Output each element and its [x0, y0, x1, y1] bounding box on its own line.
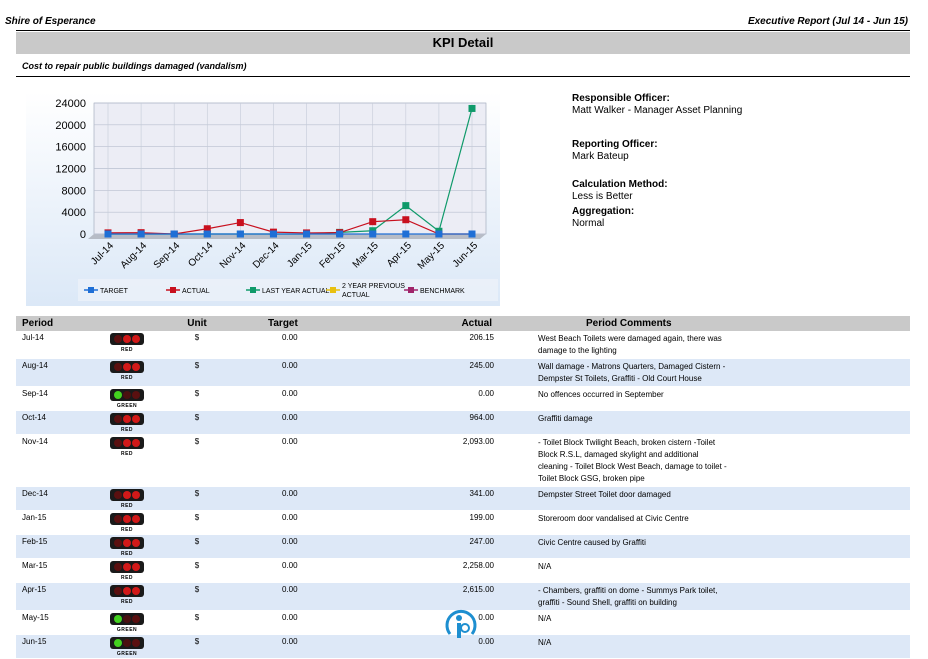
status-label: GREEN: [116, 651, 138, 657]
row-unit: $: [162, 411, 232, 435]
row-target: 0.00: [232, 435, 361, 487]
col-status: [92, 316, 162, 331]
row-comment: - Chambers, graffiti on dome - Summys Park toilet, graffiti - Sound Shell, graffiti on building: [534, 583, 910, 611]
row-actual: 2,093.00: [361, 435, 534, 487]
x-tick-label: Oct-14: [186, 240, 216, 270]
status-label: GREEN: [116, 403, 138, 409]
report-title: Executive Report (Jul 14 - Jun 15): [747, 16, 908, 27]
table-row: [16, 331, 910, 359]
legend-label: 2 YEAR PREVIOUS: [342, 283, 405, 290]
col-period: Period: [16, 316, 92, 331]
data-point: [237, 231, 244, 238]
row-period: Dec-14: [16, 487, 92, 511]
legend-label: TARGET: [100, 288, 128, 295]
status-label: RED: [120, 427, 134, 433]
row-comment: - Toilet Block Twilight Beach, broken cistern -Toilet Block R.S.L, damaged skylight and additional cleaning - Toilet Block West Beach, damage to toilet - Toilet Block GSG, broken pipe: [534, 435, 910, 487]
row-unit: $: [162, 559, 232, 583]
traffic-light-icon: [110, 489, 144, 501]
legend-label: LAST YEAR ACTUAL: [262, 288, 330, 295]
legend-swatch: [170, 287, 176, 293]
row-comment: Civic Centre caused by Graffiti: [534, 535, 910, 559]
x-tick-label: Jul-14: [89, 240, 117, 268]
aggregation-value: Normal: [572, 218, 605, 229]
col-comments: Period Comments: [534, 316, 910, 331]
row-target: 0.00: [232, 583, 361, 611]
table-row: [16, 583, 910, 611]
row-actual: 0.00: [361, 387, 534, 411]
kpi-title: Cost to repair public buildings damaged (vandalism): [22, 61, 247, 71]
row-actual: 206.15: [361, 331, 534, 359]
row-actual: 2,258.00: [361, 559, 534, 583]
row-unit: $: [162, 635, 232, 659]
status-indicator: [92, 359, 162, 387]
data-point: [336, 231, 343, 238]
row-period: Mar-15: [16, 559, 92, 583]
status-indicator: [92, 331, 162, 359]
status-label: RED: [120, 347, 134, 353]
status-indicator: [92, 487, 162, 511]
table-row: [16, 359, 910, 387]
status-label: RED: [120, 375, 134, 381]
traffic-light-icon: [110, 537, 144, 549]
y-tick-label: 12000: [55, 163, 86, 176]
row-target: 0.00: [232, 331, 361, 359]
y-tick-label: 8000: [61, 185, 86, 198]
data-point: [105, 231, 112, 238]
x-tick-label: Sep-14: [151, 240, 183, 271]
row-comment: Dempster Street Toilet door damaged: [534, 487, 910, 511]
table-row: [16, 535, 910, 559]
company-logo-icon: [442, 608, 480, 640]
row-period: Jan-15: [16, 511, 92, 535]
traffic-light-icon: [110, 389, 144, 401]
row-unit: $: [162, 583, 232, 611]
status-indicator: [92, 535, 162, 559]
row-period: Jun-15: [16, 635, 92, 659]
row-actual: 247.00: [361, 535, 534, 559]
x-tick-label: Jun-15: [450, 240, 481, 270]
y-tick-label: 16000: [55, 141, 86, 154]
row-period: Sep-14: [16, 387, 92, 411]
data-point: [270, 231, 277, 238]
legend-swatch: [408, 287, 414, 293]
row-comment: West Beach Toilets were damaged again, there was damage to the lighting: [534, 331, 910, 359]
row-target: 0.00: [232, 611, 361, 635]
row-comment: Wall damage - Matrons Quarters, Damaged Cistern - Dempster St Toilets, Graffiti - Old Court House: [534, 359, 910, 387]
row-unit: $: [162, 359, 232, 387]
calculation-method-label: Calculation Method:: [572, 179, 668, 190]
row-target: 0.00: [232, 387, 361, 411]
row-unit: $: [162, 535, 232, 559]
traffic-light-icon: [110, 437, 144, 449]
y-tick-label: 4000: [61, 207, 86, 220]
row-unit: $: [162, 511, 232, 535]
traffic-light-icon: [110, 585, 144, 597]
row-actual: 0.00: [361, 635, 534, 659]
status-indicator: [92, 583, 162, 611]
row-target: 0.00: [232, 487, 361, 511]
row-period: Apr-15: [16, 583, 92, 611]
data-point: [435, 231, 442, 238]
row-target: 0.00: [232, 411, 361, 435]
x-tick-label: May-15: [415, 240, 448, 272]
row-actual: 199.00: [361, 511, 534, 535]
data-point: [303, 231, 310, 238]
y-tick-label: 20000: [55, 119, 86, 132]
kpi-info-panel: [572, 93, 742, 230]
y-tick-label: 24000: [55, 98, 86, 110]
table-row: [16, 559, 910, 583]
aggregation-label: Aggregation:: [572, 206, 635, 217]
row-target: 0.00: [232, 635, 361, 659]
row-period: Nov-14: [16, 435, 92, 487]
table-row: [16, 487, 910, 511]
col-target: Target: [232, 316, 361, 331]
data-point: [369, 231, 376, 238]
x-tick-label: Aug-14: [118, 240, 150, 271]
row-period: Jul-14: [16, 331, 92, 359]
data-point: [402, 216, 409, 223]
data-point: [138, 231, 145, 238]
y-tick-label: 0: [79, 229, 86, 241]
status-indicator: [92, 611, 162, 635]
x-tick-label: Apr-15: [384, 240, 414, 270]
row-actual: 0.00: [361, 611, 534, 635]
status-indicator: [92, 511, 162, 535]
col-actual: Actual: [361, 316, 534, 331]
row-target: 0.00: [232, 535, 361, 559]
status-indicator: [92, 559, 162, 583]
responsible-officer-value: Matt Walker - Manager Asset Planning: [572, 105, 743, 116]
row-comment: N/A: [534, 611, 910, 635]
row-actual: 245.00: [361, 359, 534, 387]
status-indicator: [92, 435, 162, 487]
data-point: [171, 231, 178, 238]
row-actual: 2,615.00: [361, 583, 534, 611]
x-tick-label: Dec-14: [250, 240, 282, 271]
organisation-name: Shire of Esperance: [5, 16, 96, 27]
legend-label: ACTUAL: [342, 292, 370, 299]
status-label: RED: [120, 599, 134, 605]
status-label: RED: [120, 451, 134, 457]
table-row: [16, 411, 910, 435]
responsible-officer-label: Responsible Officer:: [572, 93, 670, 104]
row-actual: 341.00: [361, 487, 534, 511]
reporting-officer-label: Reporting Officer:: [572, 139, 658, 150]
row-comment: Graffiti damage: [534, 411, 910, 435]
plot-floor: [88, 234, 486, 239]
status-label: RED: [120, 503, 134, 509]
row-target: 0.00: [232, 359, 361, 387]
data-point: [369, 218, 376, 225]
row-target: 0.00: [232, 559, 361, 583]
row-comment: No offences occurred in September: [534, 387, 910, 411]
header-divider: [16, 30, 910, 31]
row-period: Oct-14: [16, 411, 92, 435]
legend-swatch: [88, 287, 94, 293]
traffic-light-icon: [110, 637, 144, 649]
traffic-light-icon: [110, 561, 144, 573]
traffic-light-icon: [110, 361, 144, 373]
row-comment: Storeroom door vandalised at Civic Centre: [534, 511, 910, 535]
traffic-light-icon: [110, 513, 144, 525]
row-period: Aug-14: [16, 359, 92, 387]
table-header-row: [16, 316, 910, 331]
row-unit: $: [162, 487, 232, 511]
status-indicator: [92, 411, 162, 435]
data-point: [204, 231, 211, 238]
status-label: GREEN: [116, 627, 138, 633]
data-point: [237, 219, 244, 226]
row-unit: $: [162, 435, 232, 487]
row-comment: N/A: [534, 635, 910, 659]
data-point: [402, 202, 409, 209]
page-title: KPI Detail: [16, 32, 910, 54]
data-point: [469, 231, 476, 238]
col-unit: Unit: [162, 316, 232, 331]
x-tick-label: Jan-15: [285, 240, 315, 270]
status-label: RED: [120, 551, 134, 557]
x-tick-label: Mar-15: [350, 240, 381, 271]
table-row: [16, 435, 910, 487]
x-tick-label: Feb-15: [317, 240, 348, 271]
row-unit: $: [162, 331, 232, 359]
status-label: RED: [120, 575, 134, 581]
table-row: [16, 387, 910, 411]
legend-label: BENCHMARK: [420, 288, 465, 295]
legend-label: ACTUAL: [182, 288, 210, 295]
row-target: 0.00: [232, 511, 361, 535]
legend-swatch: [330, 287, 336, 293]
reporting-officer-value: Mark Bateup: [572, 151, 629, 162]
row-period: May-15: [16, 611, 92, 635]
data-point: [469, 105, 476, 112]
row-period: Feb-15: [16, 535, 92, 559]
kpi-divider: [16, 76, 910, 77]
kpi-chart: [26, 92, 500, 306]
status-indicator: [92, 387, 162, 411]
row-actual: 964.00: [361, 411, 534, 435]
traffic-light-icon: [110, 413, 144, 425]
table-row: [16, 511, 910, 535]
row-unit: $: [162, 387, 232, 411]
legend-swatch: [250, 287, 256, 293]
status-indicator: [92, 635, 162, 659]
kpi-chart-svg: [26, 92, 500, 306]
data-point: [402, 231, 409, 238]
traffic-light-icon: [110, 613, 144, 625]
calculation-method-value: Less is Better: [572, 191, 633, 202]
row-unit: $: [162, 611, 232, 635]
status-label: RED: [120, 527, 134, 533]
row-comment: N/A: [534, 559, 910, 583]
traffic-light-icon: [110, 333, 144, 345]
x-tick-label: Nov-14: [217, 240, 249, 271]
